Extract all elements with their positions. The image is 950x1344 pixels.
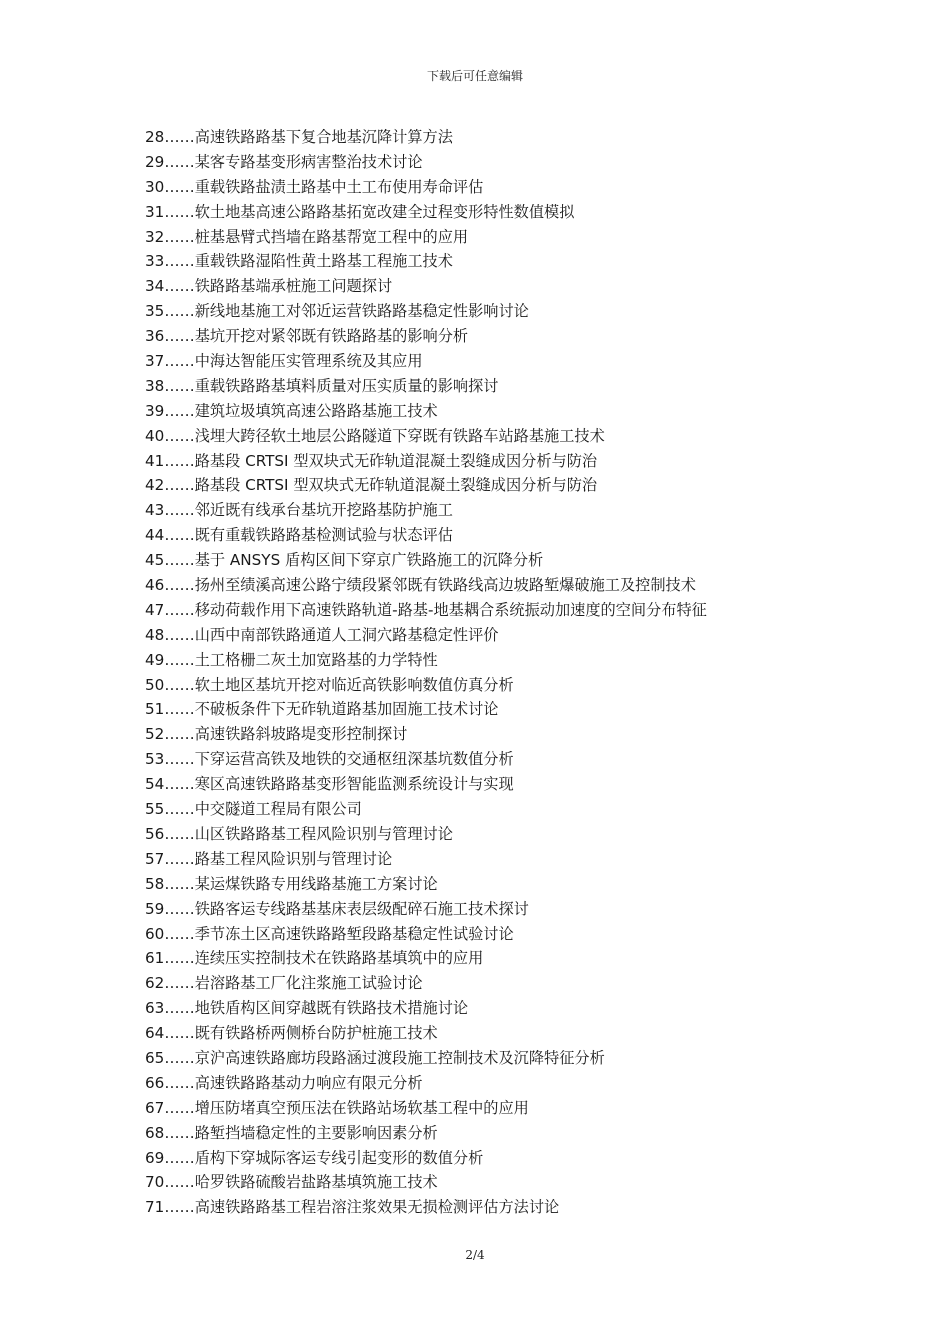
contents-entry: 69……盾构下穿城际客运专线引起变形的数值分析 bbox=[145, 1148, 484, 1167]
contents-entry: 70……哈罗铁路硫酸岩盐路基填筑施工技术 bbox=[145, 1173, 438, 1192]
contents-entry: 52……高速铁路斜坡路堤变形控制探讨 bbox=[145, 725, 408, 744]
contents-entry: 42……路基段 CRTSI 型双块式无砟轨道混凝土裂缝成因分析与防治 bbox=[145, 476, 598, 495]
contents-entry: 37……中海达智能压实管理系统及其应用 bbox=[145, 352, 423, 371]
contents-entry: 30……重载铁路盐渍土路基中土工布使用寿命评估 bbox=[145, 177, 484, 196]
page-number: 2/4 bbox=[465, 1248, 485, 1262]
contents-entry: 65……京沪高速铁路廊坊段路涵过渡段施工控制技术及沉降特征分析 bbox=[145, 1048, 605, 1067]
contents-entry: 59……铁路客运专线路基基床表层级配碎石施工技术探讨 bbox=[145, 899, 529, 918]
contents-entry: 66……高速铁路路基动力响应有限元分析 bbox=[145, 1073, 423, 1092]
contents-entry: 51……不破板条件下无砟轨道路基加固施工技术讨论 bbox=[145, 700, 499, 719]
contents-entry: 57……路基工程风险识别与管理讨论 bbox=[145, 849, 393, 868]
contents-entry: 50……软土地区基坑开挖对临近高铁影响数值仿真分析 bbox=[145, 675, 514, 694]
contents-entry: 28……高速铁路路基下复合地基沉降计算方法 bbox=[145, 128, 453, 146]
contents-entry: 53……下穿运营高铁及地铁的交通枢纽深基坑数值分析 bbox=[145, 750, 514, 769]
contents-entry: 47……移动荷载作用下高速铁路轨道-路基-地基耦合系统振动加速度的空间分布特征 bbox=[145, 600, 707, 619]
page-header: 下载后可任意编辑 bbox=[426, 69, 523, 83]
contents-entry: 44……既有重载铁路路基检测试验与状态评估 bbox=[145, 526, 453, 545]
contents-entry: 45……基于 ANSYS 盾构区间下穿京广铁路施工的沉降分析 bbox=[145, 551, 544, 570]
contents-entry: 32……桩基悬臂式挡墙在路基帮宽工程中的应用 bbox=[145, 227, 469, 246]
contents-entry: 54……寒区高速铁路路基变形智能监测系统设计与实现 bbox=[145, 775, 514, 794]
contents-entry: 38……重载铁路路基填料质量对压实质量的影响探讨 bbox=[145, 376, 499, 395]
contents-entry: 31……软土地基高速公路路基拓宽改建全过程变形特性数值模拟 bbox=[145, 202, 575, 221]
contents-entry: 43……邻近既有线承台基坑开挖路基防护施工 bbox=[145, 501, 453, 520]
contents-entry: 29……某客专路基变形病害整治技术讨论 bbox=[145, 152, 423, 171]
contents-entry: 39……建筑垃圾填筑高速公路路基施工技术 bbox=[145, 401, 438, 420]
contents-entry: 35……新线地基施工对邻近运营铁路路基稳定性影响讨论 bbox=[145, 302, 529, 321]
contents-entry: 36……基坑开挖对紧邻既有铁路路基的影响分析 bbox=[145, 327, 469, 346]
contents-entry: 58……某运煤铁路专用线路基施工方案讨论 bbox=[145, 874, 438, 893]
contents-entry: 61……连续压实控制技术在铁路路基填筑中的应用 bbox=[145, 949, 484, 968]
contents-entry: 40……浅埋大跨径软土地层公路隧道下穿既有铁路车站路基施工技术 bbox=[145, 426, 605, 445]
contents-entry: 64……既有铁路桥两侧桥台防护桩施工技术 bbox=[145, 1024, 438, 1043]
contents-entry: 33……重载铁路湿陷性黄土路基工程施工技术 bbox=[145, 252, 453, 271]
contents-entry: 63……地铁盾构区间穿越既有铁路技术措施讨论 bbox=[145, 999, 469, 1018]
contents-entry: 71……高速铁路路基工程岩溶注浆效果无损检测评估方法讨论 bbox=[145, 1198, 560, 1217]
contents-entry: 34……铁路路基端承桩施工问题探讨 bbox=[145, 277, 393, 296]
contents-entry: 62……岩溶路基工厂化注浆施工试验讨论 bbox=[145, 974, 423, 993]
contents-entry: 67……增压防堵真空预压法在铁路站场软基工程中的应用 bbox=[145, 1098, 529, 1117]
contents-entry: 46……扬州至绩溪高速公路宁绩段紧邻既有铁路线高边坡路堑爆破施工及控制技术 bbox=[145, 576, 696, 595]
contents-entry: 60……季节冻土区高速铁路路堑段路基稳定性试验讨论 bbox=[145, 924, 514, 943]
contents-entry: 48……山西中南部铁路通道人工洞穴路基稳定性评价 bbox=[145, 625, 499, 644]
contents-entry: 41……路基段 CRTSI 型双块式无砟轨道混凝土裂缝成因分析与防治 bbox=[145, 451, 598, 470]
contents-list bbox=[145, 125, 905, 1220]
contents-entry: 56……山区铁路路基工程风险识别与管理讨论 bbox=[145, 824, 453, 843]
contents-entry: 68……路堑挡墙稳定性的主要影响因素分析 bbox=[145, 1123, 438, 1142]
contents-entry: 55……中交隧道工程局有限公司 bbox=[145, 800, 362, 819]
contents-entry: 49……土工格栅二灰土加宽路基的力学特性 bbox=[145, 650, 438, 669]
